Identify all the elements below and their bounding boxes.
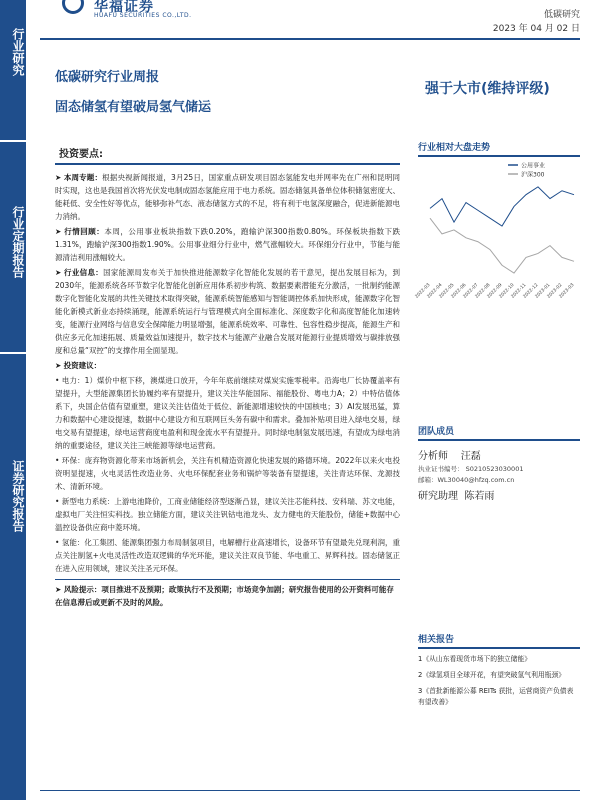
assistant-name: 陈若雨	[464, 491, 495, 502]
email-value[interactable]: WL30040@hfzq.com.cn	[437, 476, 515, 484]
x-tick-label: 2022-07	[462, 282, 480, 300]
paragraph-market-review: ➤ 行情回顾：本周，公用事业板块指数下跌0.20%，跑输沪深300指数0.80%。环保板块指数下跌1.31%，跑输沪深300指数1.90%。公用事业细分行业中，燃气涨幅较大。环保细分行业中，节能与能源清洁利用涨幅较大。	[55, 227, 401, 262]
x-tick-label: 2022-03	[414, 282, 432, 300]
sidebar-block-industry-research: 行业研究	[11, 28, 25, 76]
paragraph-power: • 电力：1）煤价中枢下移，澳煤进口放开，今年年底前继续对煤炭实施零税率。沿海电厂长协覆盖率有望提升，大型能源集团长协履约率有望提升，建议关注华能国际、福能股份、粤电力A；2）中特估值体系下，央国企估值有望重塑，建议关注估值处于低位、新能源增速较快的中国核电；3）AI发展迅猛，算力和数据中心建设提速，数据中心建设方和互联网巨头务有碳中和需求。叠加补贴项目进入绿电交易，绿电交易有望提速，绿电运营商度电盈利和现金流水平有望提升。同时绿电制氢发展迅速，有望成为绿电消纳的重要途径，建议关注三峡能源等绿电运营商。	[55, 376, 400, 450]
key-points-heading: 投资要点:	[59, 149, 103, 160]
header-category: 低碳研究	[543, 10, 580, 20]
paragraph-text: 根据央视新闻报道，3月25日，国家重点研发项目固态氢能发电并网率先在广州和昆明同时实现，这也是我国首次将光伏发电制成固态氢能应用于电力系统。固态储氢具备单位体积储氢密度大、能耗低、安全性好等优点，能够弥补气态、液态储氢方式的不足，将有利于电氢深度融合，促进新能源电力消纳。	[55, 173, 400, 221]
x-tick-label: 2022-09	[486, 282, 504, 300]
sidebar-block-securities-report: 证券研究报告	[11, 460, 25, 532]
assistant-row	[418, 487, 580, 502]
assistant-label: 研究助理	[418, 491, 458, 502]
analyst-row	[418, 447, 580, 462]
series-line-0	[430, 187, 574, 226]
x-tick-label: 2022-11	[510, 282, 528, 300]
main-content	[55, 145, 400, 609]
cert-row	[418, 464, 580, 473]
label: 风险提示：	[63, 585, 102, 594]
x-tick-label: 2022-06	[450, 282, 468, 300]
cert-number: S0210523030001	[465, 465, 524, 473]
sidebar	[0, 0, 26, 800]
paragraph-text: 本周，公用事业板块指数下跌0.20%，跑输沪深300指数0.80%。环保板块指数下跌1.31%，跑输沪深300指数1.90%。公用事业细分行业中，燃气涨幅较大。环保细分行业中，节能与能源清洁利用涨幅较大。	[55, 227, 401, 262]
analyst-label: 分析师	[418, 451, 448, 462]
legend-label: 沪深300	[521, 171, 545, 179]
logo-mark-icon	[62, 0, 84, 14]
related-heading: 相关报告	[418, 632, 580, 649]
legend-label: 公用事业	[521, 162, 546, 170]
label: 投资建议：	[63, 361, 102, 370]
related-report-item[interactable]: 1《从山东看现货市场下的独立储能》	[418, 655, 532, 663]
x-tick-label: 2022-08	[474, 282, 492, 300]
x-tick-label: 2023-03	[558, 282, 576, 300]
paragraph-industry-info: ➤ 行业信息：国家能源局发布关于加快推进能源数字化智能化发展的若干意见，提出发展目标为，到2030年，能源系统各环节数字化智能化创新应用体系初步构筑、数据要素潜能充分激活，一批制约能源数字化智能化发展的共性关键技术取得突破，能源系统智能感知与智能调控体系加快形成，能源数字化智能化新模式新业态持续涌现，能源系统运行与管理模式向全面标准化、深度数字化和高度智能化加速转变，能源行业网络与信息安全保障能力明显增强，能源系统效率、可靠性、包容性稳步提高，能源生产和供应多元化加速拓展、质量效益加速提升，数字技术与能源产业融合发展对能源行业提质增效与碳排放强度和总量“双控”的支撑作用全面显现。	[55, 268, 401, 355]
related-reports	[418, 632, 580, 708]
header-date: 2023 年 04 月 02 日	[492, 24, 580, 34]
report-type: 低碳研究行业周报	[55, 70, 160, 85]
cert-label: 执业证书编号：	[418, 465, 464, 473]
logo-subtitle: HUAFU SECURITIES CO.,LTD.	[94, 12, 192, 19]
x-tick-label: 2022-12	[522, 282, 540, 300]
chart-title: 行业相对大盘走势	[418, 140, 580, 157]
report-title: 固态储氢有望破局氢气储运	[55, 100, 212, 115]
paragraph-text: 新型电力系统：上游电池降价，工商业储能经济型逐渐凸显，建议关注芯能科技、安科瑞、苏文电能，虚拟电厂关注恒实科技。独立储能方面，建议关注钒钴电池龙头、友力健电的天能股份，储能+数据中心温控设备供应商中菱环境。	[55, 497, 400, 532]
label: 本周专题：	[63, 173, 103, 182]
relative-performance-chart	[414, 140, 580, 300]
x-tick-label: 2023-02	[546, 282, 564, 300]
footer-divider	[40, 790, 580, 791]
x-tick-label: 2022-05	[438, 282, 456, 300]
risk-text: 项目推进不及预期；政策执行不及预期；市场竞争加剧；研究报告使用的公开资料可能存在信息滞后或更新不及时的风险。	[55, 585, 394, 607]
sidebar-separator	[0, 352, 26, 354]
paragraph-environment: • 环保：庞弃物资源化带来市场新机会，关注有机精造资源化快速发展的路德环境。2022年以来火电投资明显提速，火电灵活性改造业务、火电环保配套业务和锅炉等装备有望提速，关注青达环保、龙源技术、清新环境。	[55, 456, 400, 491]
paragraph-topic: ➤ 本周专题：根据央视新闻报道，3月25日，国家重点研发项目固态氢能发电并网率先在广州和昆明同时实现，这也是我国首次将光伏发电制成固态氢能应用于电力系统。固态储氢具备单位体积储氢密度大、能耗低、安全性好等优点，能够弥补气态、液态储氢方式的不足，将有利于电氢深度融合，促进新能源电力消纳。	[55, 173, 400, 221]
related-report-item[interactable]: 2《绿氢项目全球开花，有望突破氢气利用瓶颈》	[418, 671, 566, 679]
paragraph-text: 环保：庞弃物资源化带来市场新机会，关注有机精造资源化快速发展的路德环境。2022年以来火电投资明显提速，火电灵活性改造业务、火电环保配套业务和锅炉等装备有望提速，关注青达环保、龙源技术、清新环境。	[55, 456, 400, 491]
x-tick-label: 2023-01	[534, 282, 552, 300]
paragraph-hydrogen: • 氢能：化工集团、能源集团强力布局制氢项目，电解槽行业高速增长，设备环节有望最先兑现利润，重点关注制氢+火电灵活性改造双逻辑的华光环能，建议关注双良节能、华电重工、昇辉科技。固态储氢正在进入应用领域，建议关注圣元环保。	[55, 538, 400, 573]
x-tick-label: 2022-10	[498, 282, 516, 300]
report-rating: 强于大市(维持评级)	[425, 81, 550, 97]
company-logo	[60, 0, 220, 24]
email-label: 邮箱：	[418, 476, 438, 484]
sidebar-block-periodic-report: 行业定期报告	[11, 206, 25, 278]
x-tick-label: 2022-04	[426, 282, 444, 300]
chart-svg	[414, 157, 580, 300]
analyst-name: 汪磊	[460, 451, 481, 462]
paragraph-power-system: • 新型电力系统：上游电池降价，工商业储能经济型逐渐凸显，建议关注芯能科技、安科瑞、苏文电能，虚拟电厂关注恒实科技。独立储能方面，建议关注钒钴电池龙头、友力健电的天能股份，储能+数据中心温控设备供应商中菱环境。	[55, 497, 400, 532]
paragraph-text: 国家能源局发布关于加快推进能源数字化智能化发展的若干意见，提出发展目标为，到2030年，能源系统各环节数字化智能化创新应用体系初步构筑、数据要素潜能充分激活，一批制约能源数字化智能化发展的共性关键技术取得突破，能源系统智能感知与智能调控体系加快形成，能源数字化智能化新模式新业态持续涌现，能源系统运行与管理模式向全面标准化、深度数字化和高度智能化加速转变，能源行业网络与信息安全保障能力明显增强，能源系统效率、可靠性、包容性稳步提高，能源生产和供应多元化加速拓展、质量效益加速提升，数字技术与能源产业融合发展对能源行业提质增效与碳排放强度和总量“双控”的支撑作用全面显现。	[55, 268, 401, 355]
header-divider	[40, 38, 580, 40]
header-info	[493, 8, 580, 36]
email-row	[418, 475, 580, 484]
team-heading: 团队成员	[418, 424, 580, 441]
related-report-item[interactable]: 3《首批新能源公募 REITs 获批，运营商资产负债表有望改善》	[418, 687, 574, 706]
risk-warning: ➤ 风险提示：项目推进不及预期；政策执行不及预期；市场竞争加剧；研究报告使用的公开资料可能存在信息滞后或更新不及时的风险。	[55, 579, 400, 609]
key-points-divider	[55, 163, 400, 165]
label: 行情回顾：	[64, 227, 105, 236]
sidebar-separator	[0, 140, 26, 142]
paragraph-text: 电力：1）煤价中枢下移，澳煤进口放开，今年年底前继续对煤炭实施零税率。沿海电厂长协覆盖率有望提升，大型能源集团长协履约率有望提升，建议关注华能国际、福能股份、粤电力A；2）中特估值体系下，央国企估值有望重塑，建议关注估值处于低位、新能源增速较快的中国核电；3）AI发展迅猛，算力和数据中心建设提速，数据中心建设方和互联网巨头务有碳中和需求。叠加补贴项目进入绿电交易，绿电交易有望提速，绿电运营商度电盈利和现金流水平有望提升。同时绿电制氢发展迅速，有望成为绿电消纳的重要途径，建议关注三峡能源等绿电运营商。	[55, 376, 400, 450]
paragraph-investment-advice: ➤ 投资建议：	[55, 361, 102, 370]
label: 行业信息：	[64, 268, 104, 277]
paragraph-text: 氢能：化工集团、能源集团强力布局制氢项目，电解槽行业高速增长，设备环节有望最先兑现利润，重点关注制氢+火电灵活性改造双逻辑的华光环能，建议关注双良节能、华电重工、昇辉科技。固态储氢正在进入应用领域，建议关注圣元环保。	[55, 538, 400, 573]
team-section	[418, 424, 580, 502]
logo-name: 华福证券	[94, 0, 154, 15]
